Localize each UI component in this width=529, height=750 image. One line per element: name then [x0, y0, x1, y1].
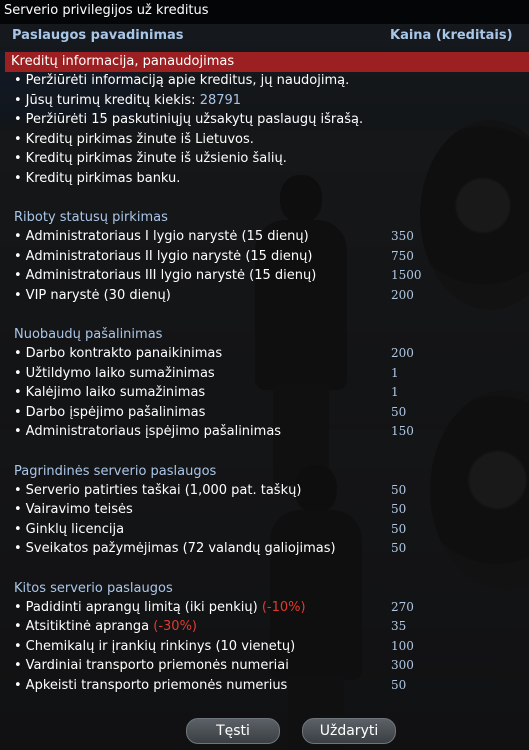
list-item[interactable]	[0, 482, 529, 502]
bullet-icon: •	[14, 638, 22, 654]
item-text: Sveikatos pažymėjimas (72 valandų galiojimas)	[25, 541, 336, 556]
item-text: Administratoriaus įspėjimo pašalinimas	[25, 424, 282, 439]
column-header-price: Kaina (kreditais)	[390, 28, 513, 43]
list-item[interactable]	[0, 404, 529, 424]
bullet-icon: •	[14, 151, 22, 166]
bullet-icon: •	[14, 404, 22, 420]
item-text: Ginklų licencija	[25, 521, 125, 537]
bullet-icon: •	[14, 385, 22, 400]
list-item[interactable]	[0, 228, 529, 248]
dialog-title: Serverio privilegijos už kreditus	[0, 0, 529, 24]
list-item-label	[14, 658, 289, 673]
close-button[interactable]: Uždaryti	[302, 718, 396, 744]
item-text: Administratoriaus III lygio narystė (15 dienų)	[25, 268, 317, 283]
list-item-label	[14, 541, 336, 556]
list-item[interactable]	[0, 423, 529, 443]
list-item[interactable]	[0, 618, 529, 638]
bullet-icon: •	[14, 619, 22, 634]
list-item-label	[14, 678, 287, 693]
list-item[interactable]	[0, 92, 529, 112]
discount-badge: (-30%)	[153, 619, 197, 634]
list-item-label	[14, 385, 205, 400]
item-text: Kreditų pirkimas žinute iš užsienio šalių.	[25, 151, 287, 166]
list-item-label	[14, 73, 349, 88]
item-text: Administratoriaus I lygio narystė (15 dienų)	[25, 229, 309, 244]
list-item-label	[14, 346, 222, 361]
item-price: 270	[391, 599, 414, 614]
bullet-icon: •	[14, 229, 22, 244]
item-text: Chemikalų ir įrankių rinkinys (10 vienetų)	[25, 638, 296, 654]
bullet-icon: •	[14, 73, 22, 88]
item-price: 1500	[391, 268, 422, 282]
list-item[interactable]	[0, 521, 529, 541]
list-item-label	[14, 619, 197, 634]
item-price: 35	[391, 619, 407, 633]
item-text: Darbo įspėjimo pašalinimas	[25, 404, 206, 420]
bullet-icon: •	[14, 658, 22, 673]
section-title: Nuobaudų pašalinimas	[14, 327, 163, 342]
dialog-buttons	[0, 718, 529, 746]
column-header-name: Paslaugos pavadinimas	[12, 28, 184, 43]
list-item-label	[14, 405, 205, 420]
bullet-icon: •	[14, 268, 22, 283]
list-item[interactable]	[0, 384, 529, 404]
item-text: Administratoriaus II lygio narystė (15 dienų)	[25, 248, 313, 264]
list-item[interactable]	[0, 638, 529, 658]
credit-balance: 28791	[199, 92, 242, 108]
section-spacer	[0, 560, 529, 579]
continue-button[interactable]: Tęsti	[186, 718, 280, 744]
section-spacer	[0, 306, 529, 325]
list-item-label	[14, 112, 363, 127]
item-price: 200	[391, 287, 414, 302]
list-item-label	[14, 522, 124, 537]
item-text: Vairavimo teisės	[25, 502, 133, 517]
list-item-label	[14, 93, 241, 108]
list-item[interactable]	[0, 599, 529, 619]
list-item-label	[14, 249, 312, 264]
bullet-icon: •	[14, 92, 22, 108]
item-text: Atsitiktinė apranga	[25, 619, 154, 634]
item-text: Vardiniai transporto priemonės numeriai	[25, 658, 289, 673]
list-item[interactable]	[0, 657, 529, 677]
list-item-label	[14, 268, 316, 283]
bullet-icon: •	[14, 170, 22, 186]
item-price: 1	[391, 365, 399, 380]
list-item[interactable]	[0, 267, 529, 287]
list-item[interactable]	[0, 170, 529, 190]
bullet-icon: •	[14, 248, 22, 264]
bullet-icon: •	[14, 502, 22, 517]
bullet-icon: •	[14, 131, 22, 147]
item-price: 300	[391, 658, 414, 672]
item-text: Kreditų pirkimas žinute iš Lietuvos.	[25, 131, 254, 147]
list-item[interactable]	[0, 111, 529, 131]
item-text: Padidinti aprangų limitą (iki penkių)	[25, 599, 262, 615]
section-title: Riboty statusų pirkimas	[14, 210, 168, 225]
bullet-icon: •	[14, 482, 22, 498]
list-item-label	[14, 366, 215, 381]
list-item-label	[14, 171, 180, 186]
list-item-label	[14, 424, 281, 439]
list-item[interactable]	[0, 540, 529, 560]
selected-row-credits-info[interactable]: Kreditų informacija, panaudojimas	[5, 52, 529, 72]
item-price: 750	[391, 248, 414, 263]
bullet-icon: •	[14, 424, 22, 439]
item-text: Serverio patirties taškai (1,000 pat. taškų)	[25, 482, 302, 498]
section-title: Pagrindinės serverio paslaugos	[14, 463, 217, 479]
section-spacer	[0, 189, 529, 208]
list-item[interactable]	[0, 345, 529, 365]
item-text: Peržiūrėti informaciją apie kreditus, jų naudojimą.	[25, 73, 350, 88]
item-price: 150	[391, 424, 414, 438]
list-item-label	[14, 132, 254, 147]
bullet-icon: •	[14, 677, 22, 693]
item-price: 200	[391, 346, 414, 360]
item-price: 50	[391, 404, 407, 419]
list-item[interactable]	[0, 501, 529, 521]
item-price: 1	[391, 385, 399, 399]
item-price: 100	[391, 638, 414, 653]
service-list	[0, 72, 529, 696]
section-spacer	[0, 443, 529, 462]
list-item-label	[14, 600, 306, 615]
item-text: Apkeisti transporto priemonės numerius	[25, 677, 288, 693]
list-item[interactable]	[0, 365, 529, 385]
item-text: Kreditų pirkimas banku.	[25, 170, 181, 186]
bullet-icon: •	[14, 541, 22, 556]
item-text: Peržiūrėti 15 paskutiniųjų užsakytų paslaugų išrašą.	[25, 112, 364, 127]
item-price: 50	[391, 541, 407, 555]
bullet-icon: •	[14, 112, 22, 127]
bullet-icon: •	[14, 599, 22, 615]
bullet-icon: •	[14, 346, 22, 361]
discount-badge: (-10%)	[261, 599, 306, 615]
item-text: Darbo kontrakto panaikinimas	[25, 346, 223, 361]
list-item-label	[14, 483, 301, 498]
bullet-icon: •	[14, 365, 22, 381]
item-text: Užtildymo laiko sumažinimas	[25, 365, 215, 381]
list-item[interactable]	[0, 677, 529, 697]
list-item-label	[14, 502, 133, 517]
bullet-icon: •	[14, 287, 22, 303]
list-item[interactable]	[0, 72, 529, 92]
item-price: 50	[391, 482, 407, 497]
list-item[interactable]	[0, 287, 529, 307]
item-text: Kalėjimo laiko sumažinimas	[25, 385, 206, 400]
item-price: 50	[391, 521, 407, 536]
list-item-label	[14, 151, 287, 166]
item-price: 50	[391, 502, 407, 516]
item-price: 50	[391, 677, 407, 692]
list-item[interactable]	[0, 150, 529, 170]
list-item-label	[14, 288, 171, 303]
item-text: Jūsų turimų kreditų kiekis:	[25, 92, 200, 108]
bullet-icon: •	[14, 521, 22, 537]
section-title: Kitos serverio paslaugos	[14, 580, 173, 596]
list-item[interactable]	[0, 248, 529, 268]
item-text: VIP narystė (30 dienų)	[25, 287, 171, 303]
list-item[interactable]	[0, 131, 529, 151]
item-price: 350	[391, 229, 414, 243]
list-item-label	[14, 639, 295, 654]
list-item-label	[14, 229, 309, 244]
